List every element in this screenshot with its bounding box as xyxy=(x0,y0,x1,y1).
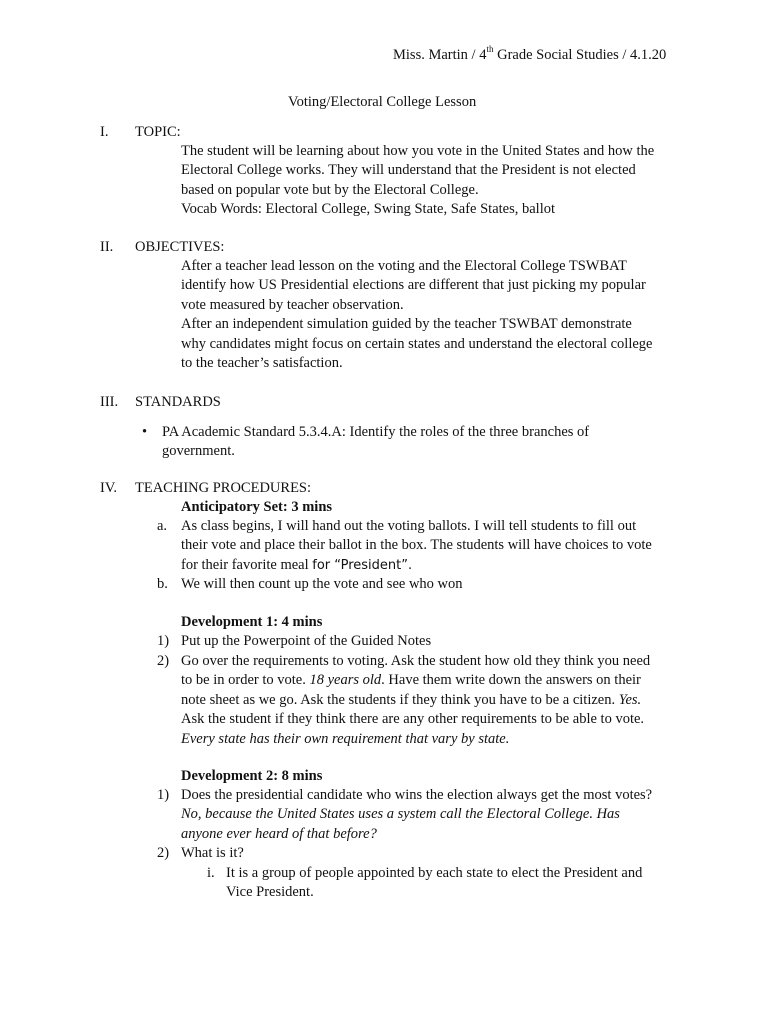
anticipatory-heading: Anticipatory Set: 3 mins xyxy=(181,499,333,515)
dev2-heading: Development 2: 8 mins xyxy=(181,768,323,784)
document-header xyxy=(393,46,666,65)
dev2-subitem-line: Vice President. xyxy=(226,884,314,901)
anticipatory-a-line: As class begins, I will hand out the voting ballots. I will tell students to fill out xyxy=(181,518,637,534)
topic-line: Electoral College works. They will understand that the President is not elected xyxy=(181,162,636,179)
list-marker: 2) xyxy=(157,845,170,861)
section-heading-topic: TOPIC: xyxy=(135,124,181,140)
anticipatory-a-president: for “President”. xyxy=(312,557,413,573)
standards-line: PA Academic Standard 5.3.4.A: Identify the roles of the three branches of xyxy=(162,424,590,440)
anticipatory-a-line-3 xyxy=(181,556,681,575)
objectives-line: identify how US Presidential elections are different that just picking my popular xyxy=(181,277,646,294)
anticipatory-a-text: for their favorite meal xyxy=(181,556,313,573)
section-numeral-standards: III. xyxy=(100,394,119,410)
dev1-answer-requirements: Every state has their own requirement that vary by state. xyxy=(181,730,510,747)
header-author: Miss. Martin / 4 xyxy=(393,47,487,63)
list-marker: 1) xyxy=(157,787,170,803)
dev1-item-2 xyxy=(181,652,681,749)
header-rest: Grade Social Studies / 4.1.20 xyxy=(493,47,667,63)
list-marker: b. xyxy=(157,576,168,592)
dev1-text: to be in order to vote. xyxy=(181,672,310,689)
dev1-item-2-line: Ask the student if they think there are any other requirements to be able to vote. xyxy=(181,711,645,728)
section-numeral-procedures: IV. xyxy=(100,480,118,496)
dev1-item-2-line xyxy=(181,691,681,710)
anticipatory-item-b: We will then count up the vote and see who won xyxy=(181,576,463,592)
standards-bullet-text xyxy=(162,423,662,462)
dev1-text: . Have them write down the answers on their xyxy=(381,672,641,689)
dev2-item-1-line: Does the presidential candidate who wins the election always get the most votes? xyxy=(181,787,653,803)
section-heading-standards: STANDARDS xyxy=(135,394,221,410)
section-numeral-topic: I. xyxy=(100,124,109,140)
document-title: Voting/Electoral College Lesson xyxy=(288,94,477,110)
section-heading-procedures: TEACHING PROCEDURES: xyxy=(135,480,312,496)
standards-line: government. xyxy=(162,443,235,460)
topic-line: The student will be learning about how you vote in the United States and how the xyxy=(181,143,655,159)
dev2-subitem-i xyxy=(226,864,686,903)
dev1-item-2-line xyxy=(181,671,681,690)
objectives-line: After an independent simulation guided by the teacher TSWBAT demonstrate xyxy=(181,316,632,333)
dev2-item-2: What is it? xyxy=(181,845,244,861)
dev2-item-1 xyxy=(181,786,701,844)
objectives-line: After a teacher lead lesson on the voting and the Electoral College TSWBAT xyxy=(181,258,627,274)
anticipatory-item-a xyxy=(181,517,681,575)
dev2-answer-line: No, because the United States uses a system call the Electoral College. Has xyxy=(181,806,620,823)
list-marker: i. xyxy=(207,865,215,881)
anticipatory-a-line: their vote and place their ballot in the box. The students will have choices to vote xyxy=(181,537,652,554)
section-heading-objectives: OBJECTIVES: xyxy=(135,239,225,255)
list-marker: 2) xyxy=(157,653,170,669)
topic-body xyxy=(181,142,681,220)
dev1-text: note sheet as we go. Ask the students if they think you have to be a citizen. xyxy=(181,691,619,708)
objectives-line: vote measured by teacher observation. xyxy=(181,296,404,313)
objectives-line: to the teacher’s satisfaction. xyxy=(181,355,343,372)
topic-line: Vocab Words: Electoral College, Swing State, Safe States, ballot xyxy=(181,201,556,218)
topic-line: based on popular vote but by the Electoral College. xyxy=(181,181,479,198)
dev1-heading: Development 1: 4 mins xyxy=(181,614,323,630)
dev2-answer-line: anyone ever heard of that before? xyxy=(181,825,377,842)
bullet-icon: • xyxy=(142,424,148,440)
dev1-item-1: Put up the Powerpoint of the Guided Notes xyxy=(181,633,432,649)
objectives-line: why candidates might focus on certain states and understand the electoral college xyxy=(181,335,653,352)
dev2-subitem-line: It is a group of people appointed by each state to elect the President and xyxy=(226,865,643,881)
list-marker: a. xyxy=(157,518,168,534)
list-marker: 1) xyxy=(157,633,170,649)
dev1-item-2-line: Go over the requirements to voting. Ask the student how old they think you need xyxy=(181,653,651,669)
objectives-body xyxy=(181,257,681,373)
section-numeral-objectives: II. xyxy=(100,239,114,255)
dev1-answer-citizen: Yes. xyxy=(618,691,642,708)
dev1-answer-age: 18 years old xyxy=(309,672,382,689)
header-ordinal-sup: th xyxy=(486,44,494,55)
